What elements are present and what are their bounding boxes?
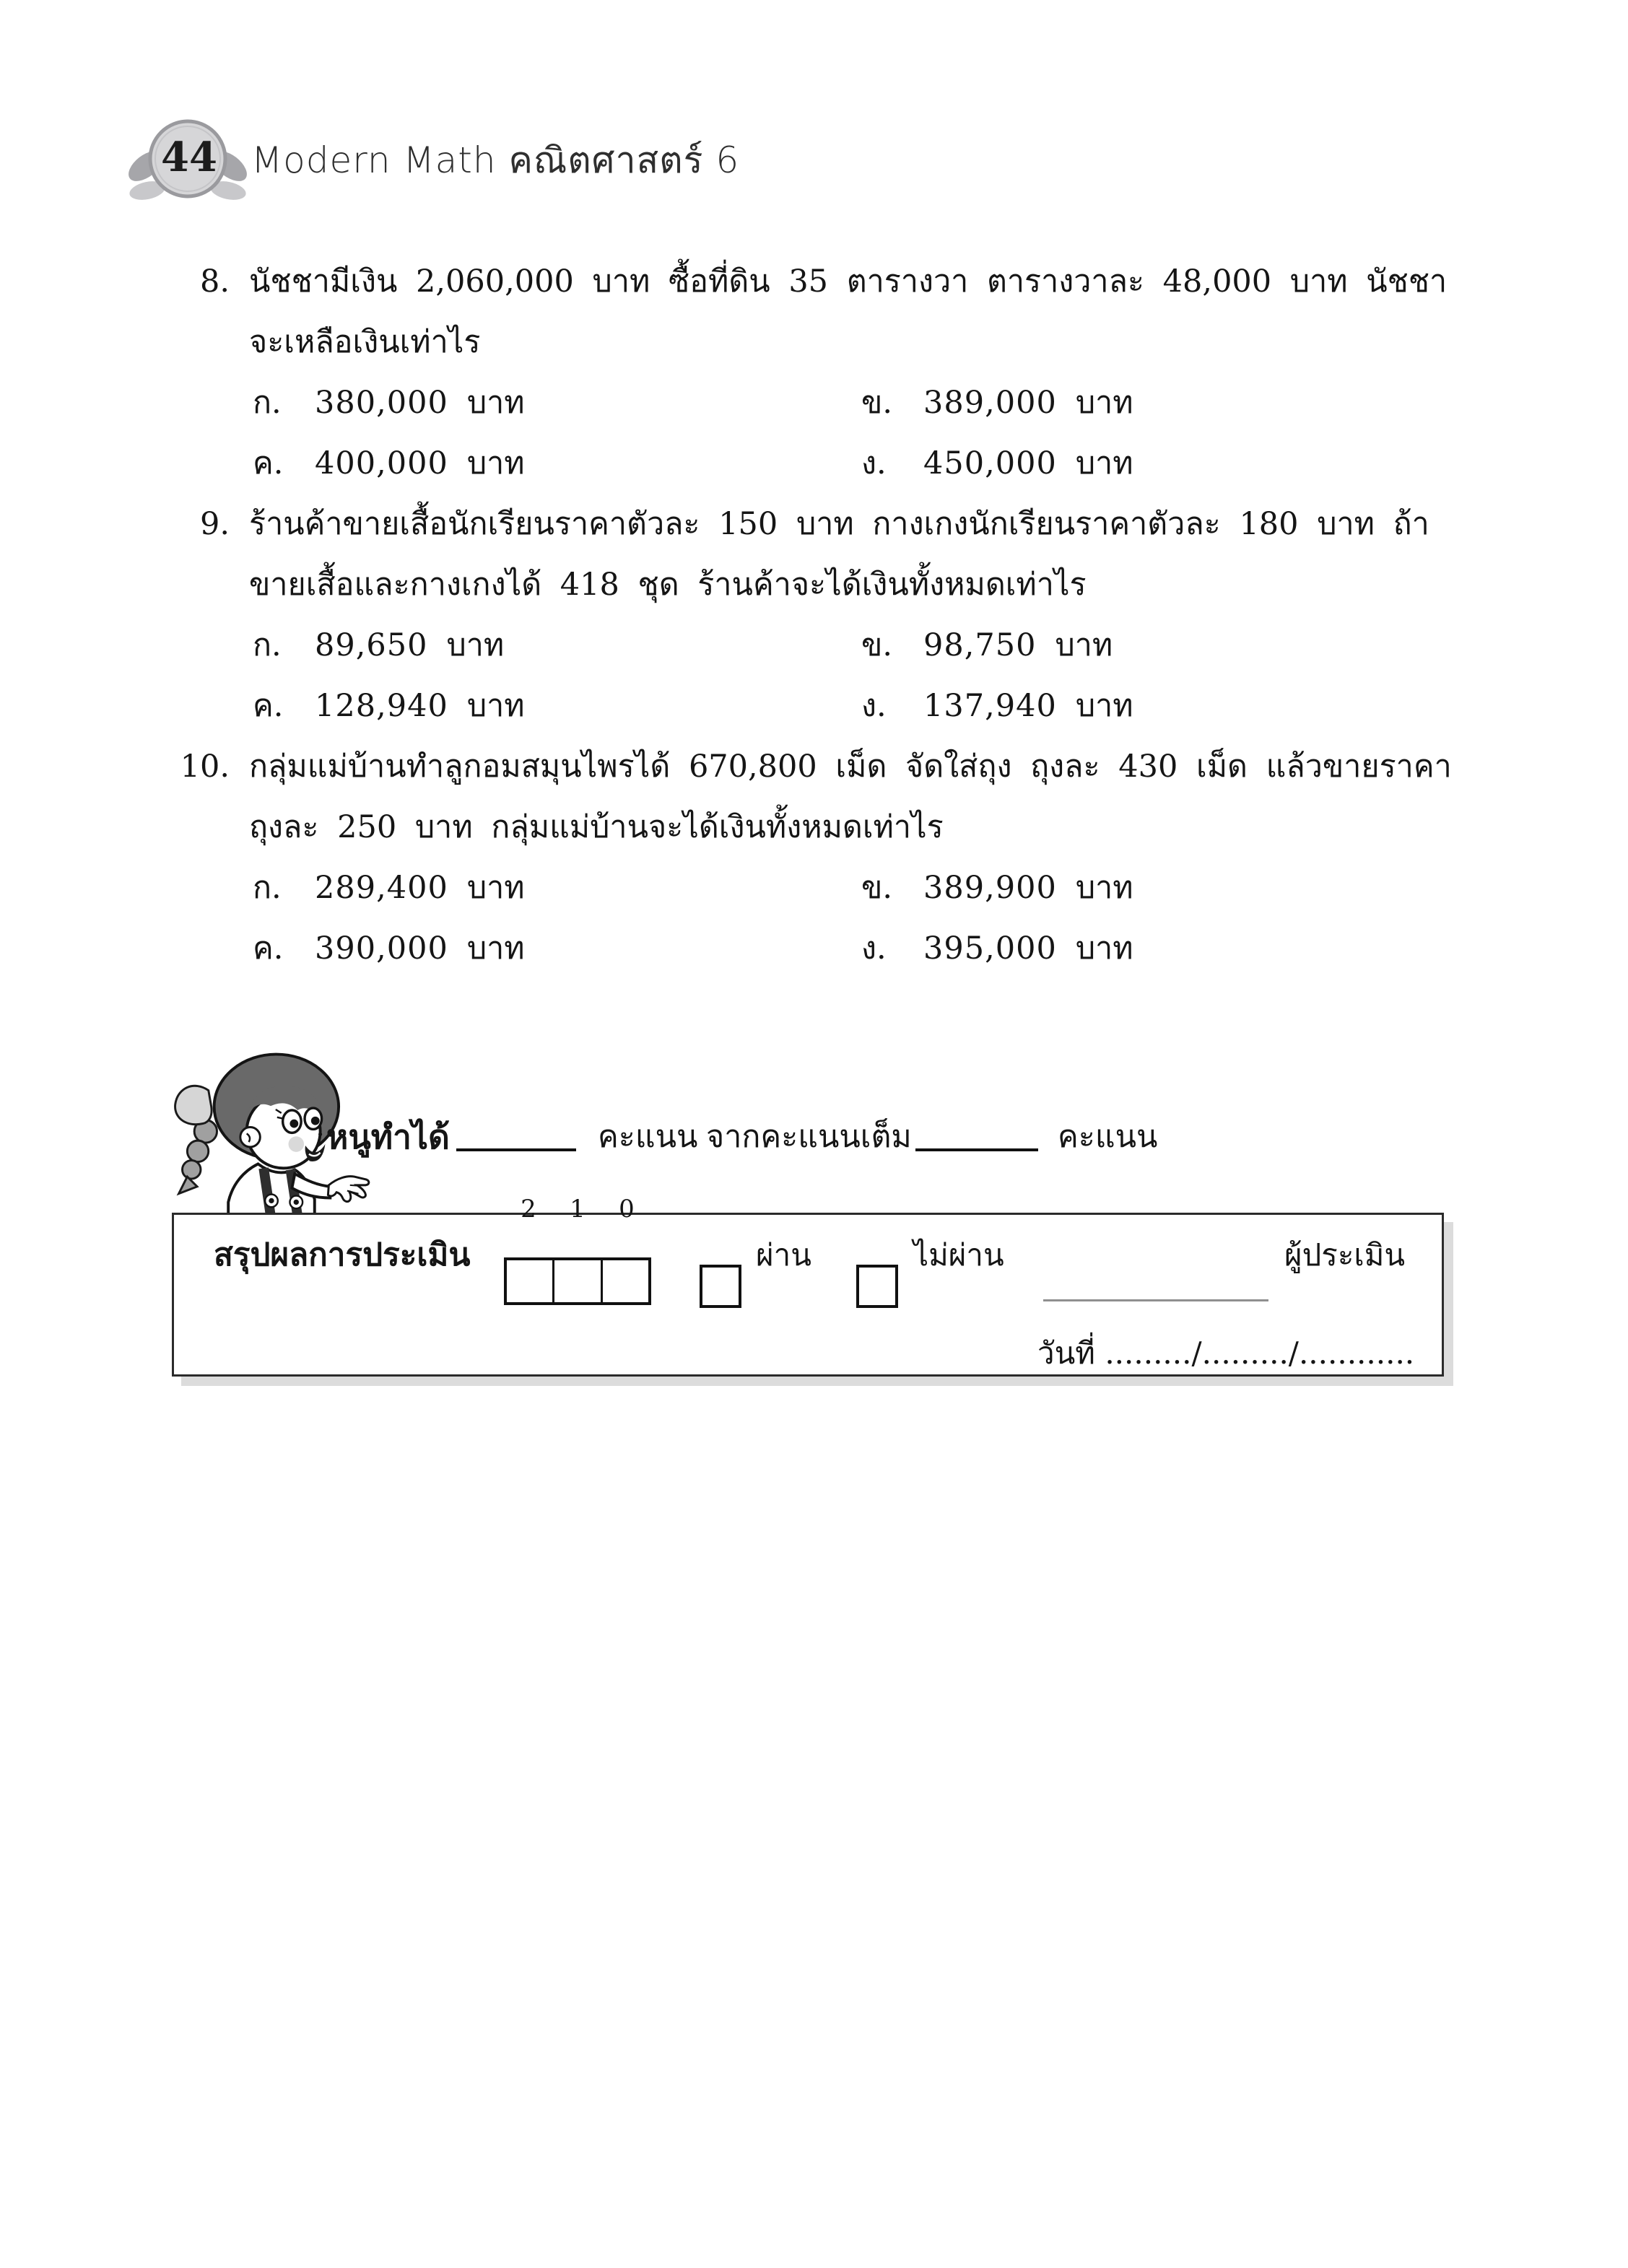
- choice-label: ง.: [861, 930, 887, 967]
- choice-unit: บาท: [1055, 627, 1113, 663]
- score-line: [0, 1104, 1628, 1169]
- pass-label: ผ่าน: [756, 1237, 811, 1273]
- choice-option[interactable]: [253, 855, 525, 920]
- choice-value: 289,400: [315, 870, 448, 906]
- score-unit-label: คะแนน: [1058, 1119, 1158, 1155]
- choice-option[interactable]: [861, 855, 1133, 920]
- choice-option[interactable]: [861, 431, 1133, 496]
- question-text-line1: กลุ่มแม่บ้านทำลูกอมสมุนไพรได้ 670,800 เม็ด จัดใส่ถุง ถุงละ 430 เม็ด แล้วขายราคา: [249, 749, 1452, 785]
- choice-value: 389,900: [923, 870, 1057, 906]
- choice-value: 389,000: [923, 385, 1057, 421]
- score-cell-0[interactable]: [603, 1260, 648, 1302]
- choice-option[interactable]: [253, 431, 525, 496]
- choice-label: ง.: [861, 688, 887, 724]
- choice-unit: บาท: [1075, 930, 1133, 967]
- score-unit-label: คะแนน: [598, 1119, 698, 1155]
- evaluator-signature-field[interactable]: [1043, 1299, 1268, 1301]
- choice-unit: บาท: [1075, 870, 1133, 906]
- choice-option[interactable]: [861, 916, 1133, 981]
- choice-value: 395,000: [923, 930, 1057, 967]
- date-field[interactable]: วันที่ ........./........./............: [1037, 1335, 1415, 1371]
- score-line-middle: จากคะแนนเต็ม: [706, 1119, 912, 1155]
- question-number: 9.: [199, 506, 230, 542]
- choice-value: 137,940: [923, 688, 1057, 724]
- choice-option[interactable]: [253, 916, 525, 981]
- question-text-line2: จะเหลือเงินเท่าไร: [249, 324, 481, 360]
- choice-unit: บาท: [466, 445, 525, 481]
- page-title: Modern Math คณิตศาสตร์ 6: [251, 139, 740, 181]
- choice-label: ค.: [253, 688, 284, 724]
- score-scale-0: 0: [619, 1195, 635, 1224]
- choice-option[interactable]: [253, 613, 504, 678]
- choice-unit: บาท: [466, 385, 525, 421]
- choice-label: ก.: [253, 627, 282, 663]
- score-cell-1[interactable]: [552, 1260, 602, 1302]
- page-number: 44: [161, 134, 217, 181]
- choice-value: 400,000: [315, 445, 448, 481]
- choice-value: 450,000: [923, 445, 1057, 481]
- choice-unit: บาท: [466, 688, 525, 724]
- choice-value: 89,650: [315, 627, 428, 663]
- choice-label: ข.: [861, 870, 893, 906]
- question-text-line1: นัชชามีเงิน 2,060,000 บาท ซื้อที่ดิน 35 ตารางวา ตารางวาละ 48,000 บาท นัชชา: [249, 263, 1448, 300]
- question-text-line2: ขายเสื้อและกางเกงได้ 418 ชุด ร้านค้าจะได้เงินทั้งหมดเท่าไร: [249, 567, 1087, 603]
- choice-label: ข.: [861, 627, 893, 663]
- total-score-blank-field[interactable]: [915, 1148, 1038, 1151]
- fail-label: ไม่ผ่าน: [913, 1237, 1004, 1273]
- choice-label: ง.: [861, 445, 887, 481]
- choice-option[interactable]: [253, 673, 525, 738]
- choice-unit: บาท: [1075, 688, 1133, 724]
- choice-option[interactable]: [861, 370, 1133, 435]
- choice-value: 128,940: [315, 688, 448, 724]
- choice-label: ค.: [253, 930, 284, 967]
- evaluator-label: ผู้ประเมิน: [1284, 1237, 1406, 1273]
- choice-option[interactable]: [861, 673, 1133, 738]
- choice-label: ก.: [253, 385, 282, 421]
- choice-unit: บาท: [466, 930, 525, 967]
- choice-option[interactable]: [253, 370, 525, 435]
- score-cells-table: [504, 1257, 651, 1305]
- choice-unit: บาท: [1075, 385, 1133, 421]
- score-scale-1: 1: [570, 1195, 586, 1224]
- choice-label: ค.: [253, 445, 284, 481]
- choice-value: 380,000: [315, 385, 448, 421]
- question-number: 10.: [180, 749, 230, 785]
- question-number: 8.: [199, 263, 230, 300]
- choice-option[interactable]: [861, 613, 1113, 678]
- fail-checkbox[interactable]: [856, 1265, 898, 1308]
- choice-value: 390,000: [315, 930, 448, 967]
- choice-unit: บาท: [1075, 445, 1133, 481]
- score-line-prefix: หนูทำได้: [326, 1117, 450, 1156]
- score-scale-labels: [504, 1189, 651, 1229]
- pass-checkbox[interactable]: [700, 1265, 741, 1308]
- score-scale-2: 2: [521, 1195, 536, 1224]
- question-text-line1: ร้านค้าขายเสื้อนักเรียนราคาตัวละ 150 บาท กางเกงนักเรียนราคาตัวละ 180 บาท ถ้า: [249, 506, 1429, 542]
- score-blank-field[interactable]: [456, 1148, 576, 1151]
- score-cell-2[interactable]: [507, 1260, 552, 1302]
- choice-label: ข.: [861, 385, 893, 421]
- choice-unit: บาท: [446, 627, 505, 663]
- question-text-line2: ถุงละ 250 บาท กลุ่มแม่บ้านจะได้เงินทั้งหมดเท่าไร: [249, 809, 944, 845]
- evaluation-label: สรุปผลการประเมิน: [214, 1237, 471, 1273]
- choice-value: 98,750: [923, 627, 1037, 663]
- evaluation-summary-box: [172, 1195, 1444, 1377]
- choice-label: ก.: [253, 870, 282, 906]
- choice-unit: บาท: [466, 870, 525, 906]
